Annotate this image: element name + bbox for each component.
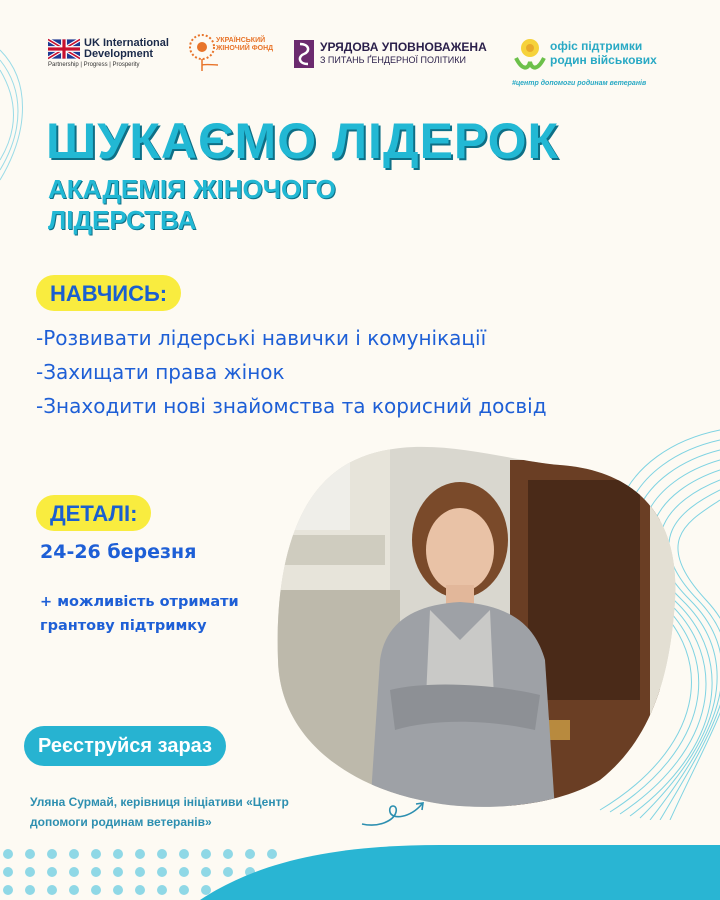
decor-dot (69, 849, 79, 859)
decor-dot (3, 867, 13, 877)
decor-dot (3, 885, 13, 895)
decor-dot (179, 849, 189, 859)
uk-flag-icon (48, 38, 80, 60)
subtitle-line1: АКАДЕМІЯ ЖІНОЧОГО (48, 174, 336, 204)
office-line1: офіс підтримки (550, 39, 643, 53)
decor-dot (157, 867, 167, 877)
speaker-photo (270, 440, 680, 810)
subtitle-line2: ЛІДЕРСТВА (48, 205, 197, 235)
gender-policy-commissioner-logo (294, 40, 494, 70)
decor-dot (113, 849, 123, 859)
decor-dot (157, 849, 167, 859)
decor-dot (157, 885, 167, 895)
wave-lines-decoration-left (0, 40, 40, 240)
office-hashtag: #центр допомоги родинам ветеранів (512, 80, 647, 87)
gov-line1: УРЯДОВА УПОВНОВАЖЕНА (320, 40, 487, 54)
office-line2: родин військових (550, 53, 657, 67)
learn-item: -Знаходити нові знайомства та корисний досвід (36, 394, 547, 418)
caption-line1: Уляна Сурмай, керівниця ініціативи «Центр (30, 795, 289, 809)
decor-dot (135, 867, 145, 877)
decor-dot (25, 849, 35, 859)
uk-title-line1: UK International (84, 37, 169, 49)
grant-line2: грантову підтримку (40, 618, 207, 634)
flower-hands-icon (512, 36, 548, 76)
page-title: ШУКАЄМО ЛІДЕРОК (46, 113, 560, 169)
decor-dot (47, 885, 57, 895)
decor-dot (47, 849, 57, 859)
grant-note (40, 590, 290, 638)
grant-line1: + можливість отримати (40, 594, 239, 610)
decor-dot (91, 867, 101, 877)
decor-dot (113, 885, 123, 895)
decor-dot (91, 849, 101, 859)
decor-dot (113, 867, 123, 877)
learn-item: -Розвивати лідерські навички і комунікації (36, 326, 487, 350)
event-dates: 24-26 березня (40, 541, 197, 563)
learn-label: НАВЧИСЬ: (36, 275, 181, 311)
cyan-wave-shape (200, 840, 720, 900)
uk-tagline: Partnership | Progress | Prosperity (48, 62, 140, 68)
decor-dot (3, 849, 13, 859)
decor-dot (135, 849, 145, 859)
curly-arrow-icon (360, 798, 430, 830)
details-label: ДЕТАЛІ: (36, 495, 151, 531)
decor-dot (179, 885, 189, 895)
decor-dot (25, 885, 35, 895)
military-families-office-logo (510, 36, 680, 96)
register-button[interactable]: Реєструйся зараз (24, 726, 226, 766)
decor-dot (25, 867, 35, 877)
decor-dot (135, 885, 145, 895)
gov-emblem-icon (294, 40, 314, 68)
uk-title-line2: Development (84, 48, 154, 60)
gov-line2: З ПИТАНЬ ҐЕНДЕРНОЇ ПОЛІТИКИ (320, 55, 466, 65)
sunflower-icon (188, 33, 218, 73)
page-subtitle (48, 174, 468, 236)
decor-dot (91, 885, 101, 895)
decor-dot (179, 867, 189, 877)
uk-international-development-logo (48, 38, 168, 72)
decor-dot (69, 867, 79, 877)
caption-line2: допомоги родинам ветеранів» (30, 815, 212, 829)
fund-name: УКРАЇНСЬКИЙ ЖІНОЧИЙ ФОНД (216, 37, 274, 52)
ukrainian-womens-fund-logo (188, 33, 278, 73)
decor-dot (47, 867, 57, 877)
decor-dot (69, 885, 79, 895)
photo-caption (30, 792, 390, 832)
learn-item: -Захищати права жінок (36, 360, 285, 384)
